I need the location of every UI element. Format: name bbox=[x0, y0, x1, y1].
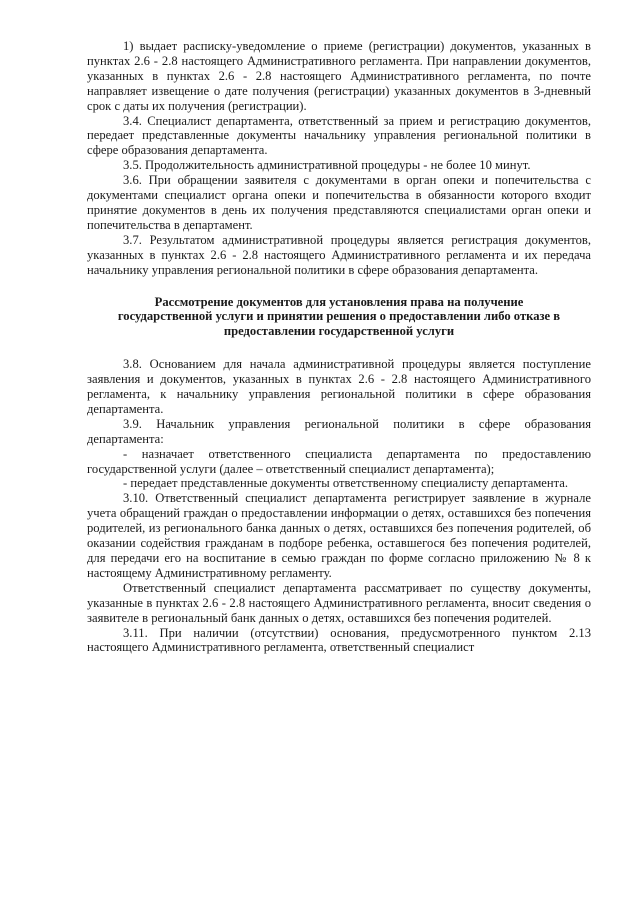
paragraph-3-9: 3.9. Начальник управления региональной политики в сфере образования департамента: bbox=[87, 416, 591, 446]
paragraph-3-7: 3.7. Результатом административной процедуры является регистрация документов, указанных в пунктах 2.6 - 2.8 настоящего Административного регламента и их передача начальнику управления региональной политики в сфере образования департамента. bbox=[87, 232, 591, 277]
section-heading: Рассмотрение документов для установления права на получение государственной услуги и принятии решения о предоставлении либо отказе в предоставлении государственной услуги bbox=[117, 294, 561, 339]
paragraph-3-8: 3.8. Основанием для начала административной процедуры является поступление заявления и документов, указанных в пунктах 2.6 - 2.8 настоящего Административного регламента, к начальнику управления региональной политики в сфере образования департамента. bbox=[87, 357, 591, 416]
paragraph-3-5: 3.5. Продолжительность административной процедуры - не более 10 минут. bbox=[123, 158, 531, 173]
list-item-appoint-specialist: - назначает ответственного специалиста департамента по предоставлению государственной услуги (далее – ответственный специалист департамента); bbox=[87, 446, 591, 476]
document-body bbox=[87, 39, 591, 655]
paragraph-3-4: 3.4. Специалист департамента, ответственный за прием и регистрацию документов, передает представленные документы начальнику управления региональной политики в сфере образования департамента. bbox=[87, 113, 591, 158]
paragraph-specialist-review: Ответственный специалист департамента рассматривает по существу документы, указанные в пунктах 2.6 - 2.8 настоящего Административного регламента, вносит сведения о заявителе в региональный банк данных о детях, оставшихся без попечения родителей. bbox=[87, 580, 591, 625]
paragraph-3-6: 3.6. При обращении заявителя с документами в орган опеки и попечительства с документами специалист органа опеки и попечительства в обязанности которого входит принятие документов в день их получения представляются специалистами орган опеки и попечительства в департамент. bbox=[87, 173, 591, 232]
paragraph-receipt-notice: 1) выдает расписку-уведомление о приеме (регистрации) документов, указанных в пунктах 2.6 - 2.8 настоящего Административного регламента. При направлении документов, указанных в пунктах 2.6 - 2.8 настоящего Административного регламента, по почте направляет извещение о дате получения (регистрации) указанных документов в 3-дневный срок с даты их получения (регистрации). bbox=[87, 39, 591, 113]
list-item-transfer-documents: - передает представленные документы ответственному специалисту департамента. bbox=[123, 476, 569, 491]
paragraph-3-10: 3.10. Ответственный специалист департамента регистрирует заявление в журнале учета обращений граждан о предоставлении информации о детях, оставшихся без попечения родителей, из регионального банка данных о детях, оставшихся без попечения родителей, об оказании содействия гражданам в подборе ребенка, оставшегося без попечения родителей, для передачи его на воспитание в семью граждан по форме согласно приложению № 8 к настоящему Административному регламенту. bbox=[87, 491, 591, 580]
paragraph-3-11: 3.11. При наличии (отсутствии) основания, предусмотренного пунктом 2.13 настоящего Административного регламента, ответственный специалист bbox=[87, 625, 591, 655]
